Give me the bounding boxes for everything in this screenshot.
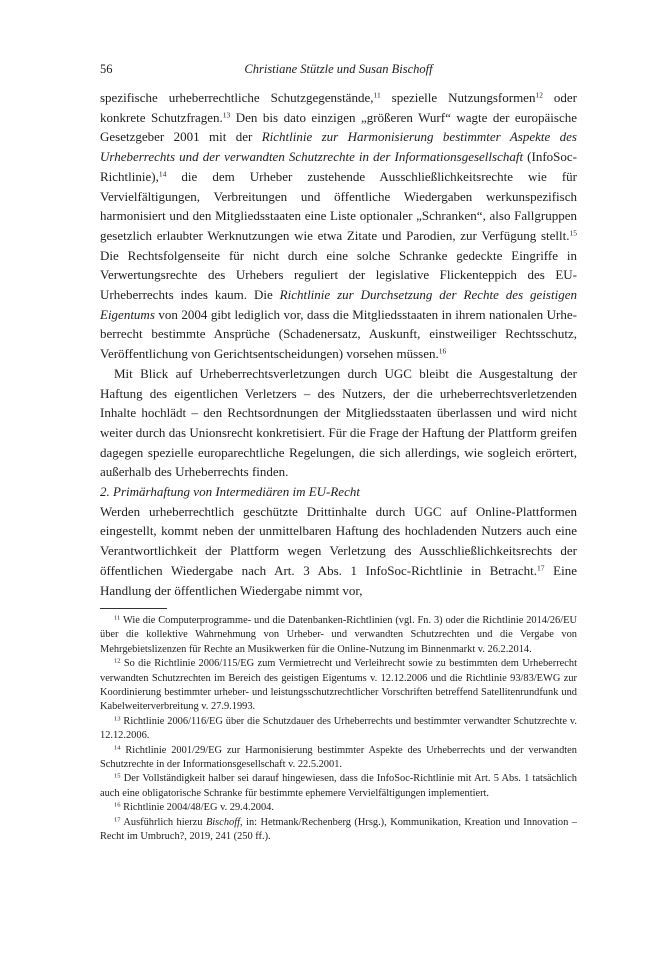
text-run: spezielle Nutzungsformen bbox=[380, 90, 536, 105]
footnote-ref-12[interactable]: 12 bbox=[535, 90, 543, 100]
paragraph-3 bbox=[100, 502, 577, 601]
footnote-number: 17 bbox=[114, 816, 121, 824]
directive-title-infosoc: Richtlinie zur Harmonisierung bestimmter Aspekte des Urheberrechts und der verwandten Schutzrechte in der Informationsgesellschaft bbox=[100, 129, 577, 165]
footnote-ref-13[interactable]: 13 bbox=[222, 110, 231, 120]
text-run: Den bis dato einzigen „größeren Wurf“ wagte der europäische Gesetzgeber 2001 mit der bbox=[100, 109, 578, 145]
footnote-number: 14 bbox=[114, 744, 121, 752]
text-run: Eine Handlung der öffentlichen Wiedergabe nimmt vor, bbox=[100, 562, 577, 598]
paragraph-2: Mit Blick auf Urheberrechtsverletzungen durch UGC bleibt die Ausgestaltung der Haftung des eigentlichen Verletzers – des Nutzers, der die urheberrechtsverletzenden Inhalte hochlädt – den Rechtsordnungen der Mitgliedsstaaten überlassen und wird nicht weiter durch das Unionsrecht konkretisiert. Für die Frage der Haftung der Plattform greifen dagegen spezielle europarechtliche Regelungen, die sich allerdings, wie sogleich erörtert, außerhalb des Urheberrechts finden. bbox=[100, 365, 577, 480]
page-header bbox=[100, 62, 577, 80]
text-run: Werden urheberrechtlich geschützte Drittinhalte durch UGC auf Online-Plattformen eingestellt, kommt neben der unmittelbaren Haftung des hochladenden Nutzers auch eine Verantwortlichkeit der Plattform wegen Verletzung des Ausschließlichkeitsrechts der öffentlichen Wiedergabe nach Art. 3 Abs. 1 InfoSoc-Richtlinie in Betracht. bbox=[100, 503, 577, 578]
footnote-ref-11[interactable]: 11 bbox=[373, 90, 381, 100]
section-heading: 2. Primärhaftung von Intermediären im EU-Recht bbox=[100, 484, 360, 500]
footnote-11 bbox=[100, 614, 577, 657]
footnote-text: Richtlinie 2001/29/EG zur Harmonisierung bestimmter Aspekte des Urheberrechts und der verwandten Schutzrechte in der Informationsgesellschaft v. 22.5.2001. bbox=[100, 744, 577, 771]
footnote-13 bbox=[100, 715, 577, 744]
running-title: Christiane Stützle und Susan Bischoff bbox=[244, 62, 433, 76]
text-run: oder konkrete Schutzfragen. bbox=[100, 90, 578, 125]
text-run: spezifische urheberrechtliche Schutzgegenstände, bbox=[100, 90, 374, 105]
text-run: die dem Urheber zustehende Ausschließlichkeitsrechte wie für Vervielfältigungen, Verbreitungen und öffentliche Wiedergaben werkunspezifisch harmonisiert und den Mitgliedsstaaten eine Liste optionaler „Schranken“, also Fallgruppen gesetzlich erlaubter Werknutzungen wie etwa Zitate und Parodien, zur Verfügung stellt. bbox=[100, 168, 577, 243]
footnote-ref-14[interactable]: 14 bbox=[158, 169, 167, 179]
footnote-ref-17[interactable]: 17 bbox=[537, 563, 545, 573]
footnote-ref-15[interactable]: 15 bbox=[569, 228, 577, 238]
footnote-17 bbox=[100, 816, 577, 845]
footnote-number: 11 bbox=[114, 614, 121, 622]
footnote-text: So die Richtlinie 2006/115/EG zum Vermietrecht und Verleihrecht sowie zu bestimmten dem Urheberrecht verwandten Schutzrechten im Bereich des geistigen Eigentums v. 12.12.2006 und die Richtlinie 93/83/EWG zur Koordinierung bestimmter urheber- und leistungsschutzrechtlicher Vorschriften betreffend Satellitenrundfunk und Kabelweiterverbreitung v. 27.9.1993. bbox=[100, 658, 577, 713]
footnotes bbox=[100, 614, 577, 845]
footnote-text: Richtlinie 2006/116/EG über die Schutzdauer des Urheberrechts und bestimmter verwandter Schutzrechte v. 12.12.2006. bbox=[100, 715, 577, 742]
footnote-text: Ausführlich hierzu bbox=[120, 816, 206, 828]
footnote-number: 13 bbox=[114, 715, 121, 723]
footnote-12 bbox=[100, 657, 577, 715]
footnote-text: Richtlinie 2004/48/EG v. 29.4.2004. bbox=[120, 802, 274, 814]
paragraph-1 bbox=[100, 88, 577, 364]
footnote-ref-16[interactable]: 16 bbox=[438, 346, 447, 356]
footnote-number: 15 bbox=[114, 772, 121, 780]
page-number: 56 bbox=[100, 62, 113, 76]
footnote-15 bbox=[100, 772, 577, 801]
text-run: Die Rechtsfolgenseite für nicht durch eine solche Schranke gedeckte Eingriffe in Verwertungsrechte des Urhebers reguliert der legislative Flickenteppich des EU-Urheberrechts indes kaum. Die bbox=[100, 247, 577, 303]
footnote-text: Wie die Computerprogramme- und die Datenbanken-Richtlinien (vgl. Fn. 3) oder die Richtlinie 2014/26/EU über die kollektive Wahrnehmung von Urheber- und verwandten Schutzrechten und die Vergabe von Mehrgebietslizenzen für Rechte an Musikwerken für die Online-Nutzung im Binnenmarkt v. 26.2.2014. bbox=[100, 615, 577, 655]
footnote-number: 16 bbox=[114, 801, 121, 809]
footnote-text: , in: Hetmank/Rechenberg (Hrsg.), Kommunikation, Kreation und Innovation – Recht im Umbruch?, 2019, 241 (250 ff.). bbox=[100, 816, 577, 843]
text-run: (InfoSoc-Richtlinie), bbox=[100, 149, 577, 184]
cited-author: Bischoff bbox=[205, 816, 241, 828]
text-run: von 2004 gibt lediglich vor, dass die Mitgliedsstaaten in ihrem nationalen Urheberrecht bestimmte Ansprüche (Schadenersatz, Auskunft, einstweiliger Rechtsschutz, Veröffentlichung von Gerichtsentscheidungen) vorsehen müssen. bbox=[100, 306, 577, 362]
main-text bbox=[100, 88, 577, 600]
footnote-number: 12 bbox=[114, 657, 121, 665]
footnote-14 bbox=[100, 744, 577, 773]
footnote-text: Der Vollständigkeit halber sei darauf hingewiesen, dass die InfoSoc-Richtlinie mit Art. 5 Abs. 1 tatsächlich auch eine obligatorische Schranke für bestimmte ephemere Vervielfältigungen implementiert. bbox=[100, 773, 577, 799]
directive-title-enforcement: Richtlinie zur Durchsetzung der Rechte des geistigen Eigentums bbox=[100, 287, 577, 322]
footnote-separator bbox=[100, 608, 167, 609]
footnote-16 bbox=[100, 801, 577, 815]
